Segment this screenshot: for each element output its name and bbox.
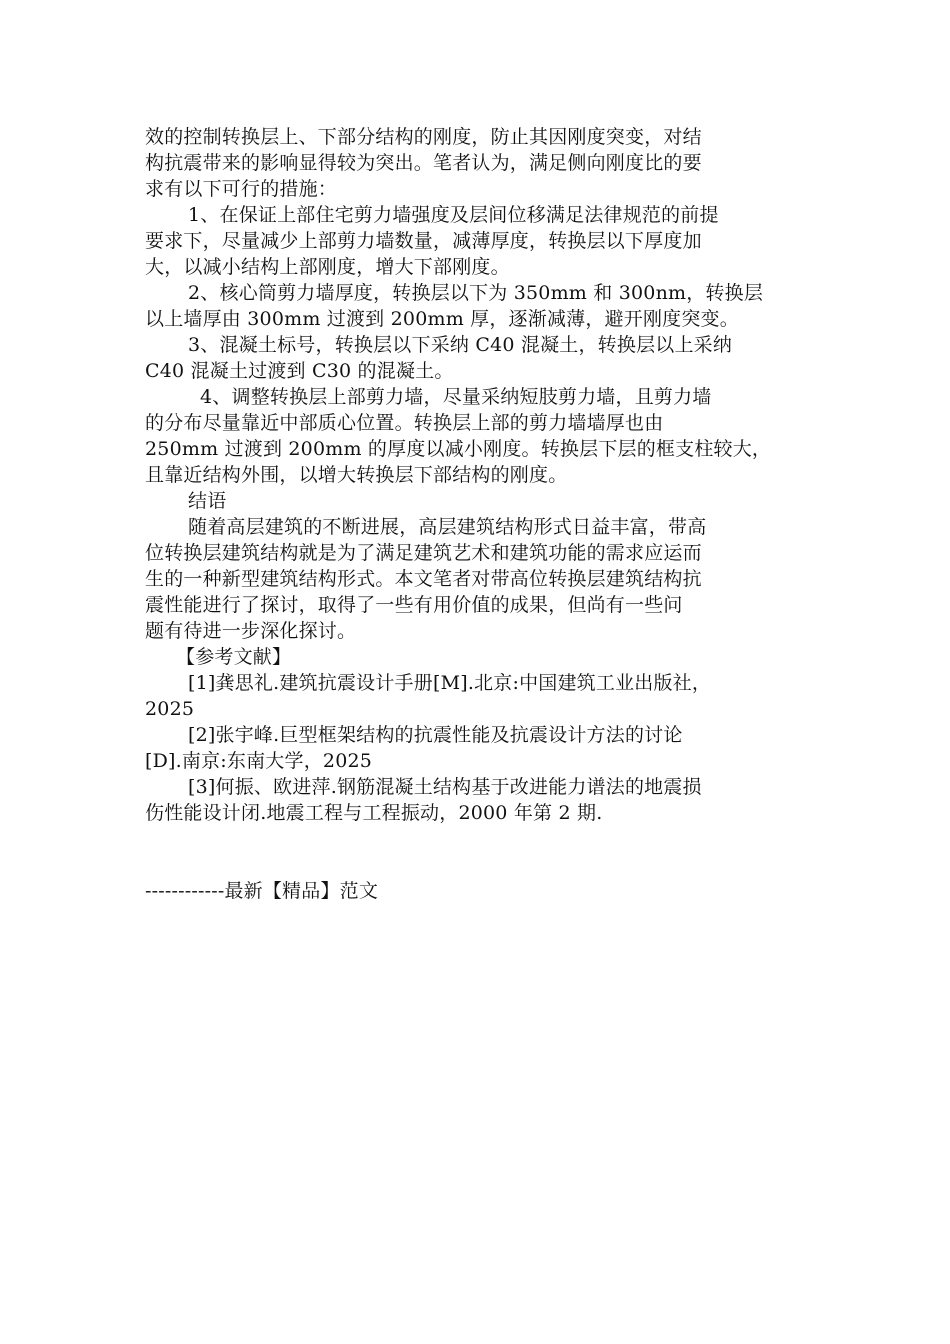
paragraph-line: 题有待进一步深化探讨。 <box>145 620 357 642</box>
reference-line: 2025 <box>145 698 195 720</box>
paragraph-line: 以上墙厚由 300mm 过渡到 200mm 厚，逐渐减薄，避开刚度突变。 <box>145 308 739 330</box>
reference-line: 伤性能设计闭.地震工程与工程振动，2000 年第 2 期. <box>145 802 603 824</box>
paragraph-line: 随着高层建筑的不断进展，高层建筑结构形式日益丰富，带高 <box>188 516 707 538</box>
paragraph-line: 构抗震带来的影响显得较为突出。笔者认为，满足侧向刚度比的要 <box>145 152 702 174</box>
paragraph-line: 生的一种新型建筑结构形式。本文笔者对带高位转换层建筑结构抗 <box>145 568 702 590</box>
reference-line: [D].南京:东南大学，2025 <box>145 750 373 772</box>
section-heading: 结语 <box>188 490 227 512</box>
paragraph-line: 且靠近结构外围，以增大转换层下部结构的刚度。 <box>145 464 568 486</box>
paragraph-line: 要求下，尽量减少上部剪力墙数量，减薄厚度，转换层以下厚度加 <box>145 230 702 252</box>
footer-text: ------------最新【精品】范文 <box>145 880 379 902</box>
list-item-4: 4、调整转换层上部剪力墙，尽量采纳短肢剪力墙，且剪力墙 <box>200 386 712 408</box>
reference-item-2: [2]张宇峰.巨型框架结构的抗震性能及抗震设计方法的讨论 <box>188 724 683 746</box>
list-item-1: 1、在保证上部住宅剪力墙强度及层间位移满足法律规范的前提 <box>188 204 719 226</box>
references-heading: 【参考文献】 <box>176 646 292 668</box>
paragraph-line: 震性能进行了探讨，取得了一些有用价值的成果，但尚有一些问 <box>145 594 683 616</box>
reference-item-1: [1]龚思礼.建筑抗震设计手册[M].北京:中国建筑工业出版社， <box>188 672 712 694</box>
paragraph-line: C40 混凝土过渡到 C30 的混凝土。 <box>145 360 454 382</box>
paragraph-line: 大，以减小结构上部刚度，增大下部刚度。 <box>145 256 510 278</box>
reference-item-3: [3]何振、欧进萍.钢筋混凝土结构基于改进能力谱法的地震损 <box>188 776 702 798</box>
paragraph-line: 位转换层建筑结构就是为了满足建筑艺术和建筑功能的需求应运而 <box>145 542 702 564</box>
paragraph-line: 效的控制转换层上、下部分结构的刚度，防止其因刚度突变，对结 <box>145 126 702 148</box>
paragraph-line: 求有以下可行的措施： <box>145 178 338 200</box>
list-item-2: 2、核心筒剪力墙厚度，转换层以下为 350mm 和 300nm，转换层 <box>188 282 764 304</box>
paragraph-line: 250mm 过渡到 200mm 的厚度以减小刚度。转换层下层的框支柱较大， <box>145 438 772 460</box>
list-item-3: 3、混凝土标号，转换层以下采纳 C40 混凝土，转换层以上采纳 <box>188 334 733 356</box>
paragraph-line: 的分布尽量靠近中部质心位置。转换层上部的剪力墙墙厚也由 <box>145 412 664 434</box>
